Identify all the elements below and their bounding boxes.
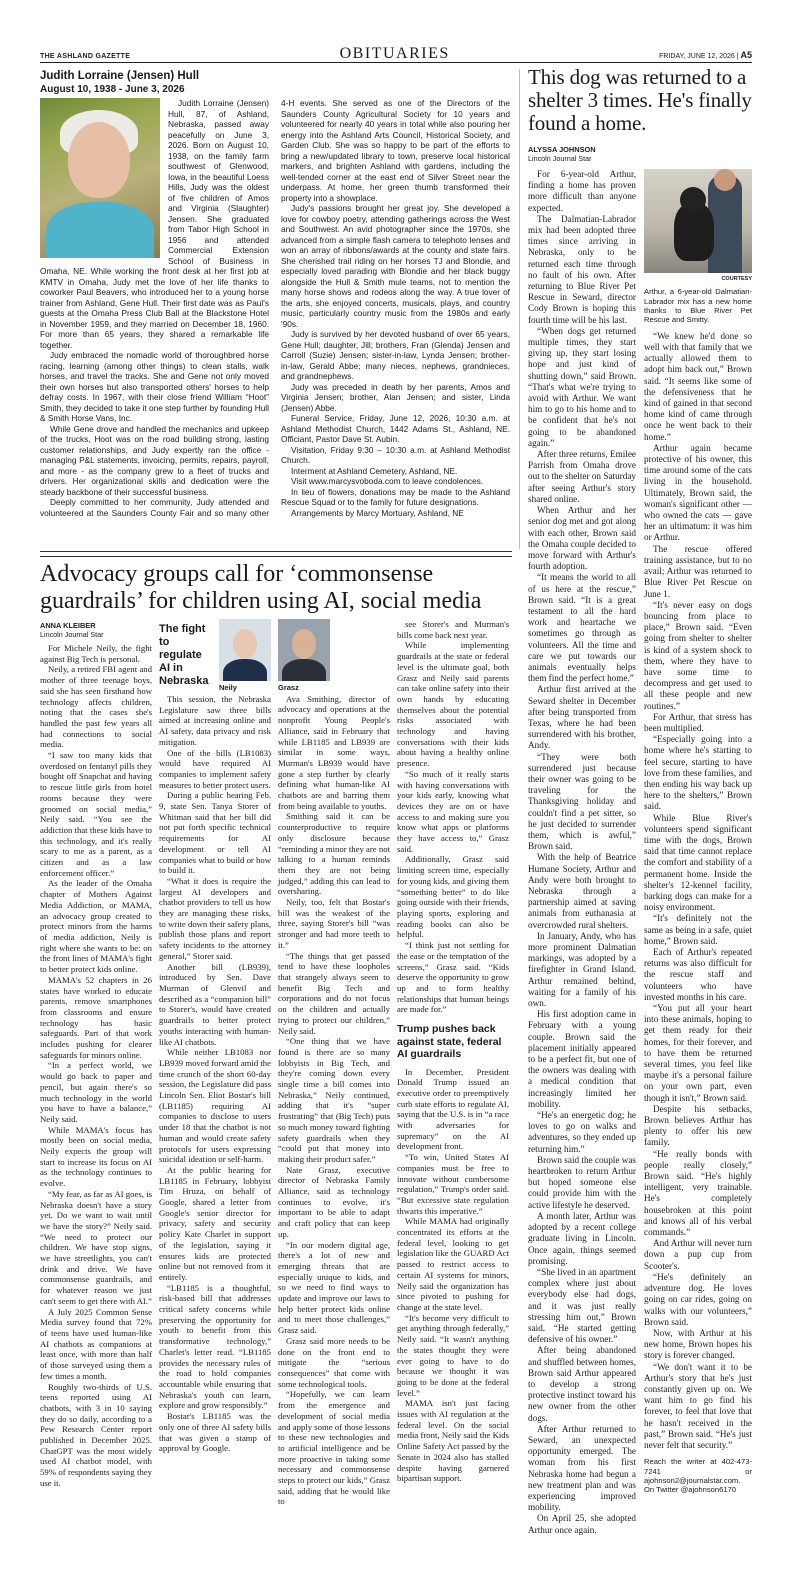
paragraph: “She lived in an apartment complex where just about everybody else had dogs, and it was just really stressing him out,” Brown said. “He started getting defensive of his owner.” [528,1266,636,1345]
paragraph: “We knew he'd done so well with that family that we actually allowed them to adopt him back out,” Brown said. “It seems like some of the defensiveness that he kind of gained in that second home kind of came through once he went back to their home.” [644,330,752,442]
advocacy-column-2-text [159,694,271,1454]
paragraph: Roughly two-thirds of U.S. teens reported using AI chatbots, with 3 in 10 saying they do so daily, according to a Pew Research Center report published in December 2025. ChatGPT was the most widely used AI chatbot model, with 59% of respondents saying they use it. [40,1381,152,1488]
advocacy-column-4-text-b [397,1067,509,1484]
obituary [40,69,510,547]
advocacy-headline: Advocacy groups call for ‘commonsense guardrails’ for children using AI, social media [40,561,482,614]
paragraph: “You put all your heart into these animals, hoping to get them ready for their homes, for their forever, and to have them be returned several times, you feel like maybe it's a personal failure on your own part, even though it isn't,” Brown said. [644,1003,752,1103]
paragraph: As the leader of the Omaha chapter of Mothers Against Media Addiction, or MAMA, an advocacy group created to protect minors from the harms of media addiction, Neily is right where she wants to be: on the front lines of MAMA's fight to better protect kids online. [40,878,152,975]
photo-dog-head [680,187,706,213]
paragraph: While Blue River's volunteers spend significant time with the dogs, Brown said that time cannot replace the comfort and stability of a permanent home. Inside the shelter's 12-kennel facility, barking dogs can make for a noisy environment. [644,812,752,913]
advocacy-story [40,561,514,1541]
arthur-photo [644,169,752,273]
paragraph: Visitation, Friday 9:30 – 10:30 a.m. at Ashland Methodist Church. [281,444,510,465]
paragraph: “I think just not settling for the ease or the temptation of the screens,” Grasz said. “Kids deserve the opportunity to grow up and to form healthy relationships that human beings are made for.” [397,940,509,1015]
paragraph: Nate Grasz, executive director of Nebraska Family Alliance, said as technology continues to evolve, it's important to be able to adapt and craft policy that can keep up. [278,1164,390,1239]
paragraph: “When dogs get returned multiple times, they start giving up, they start losing hope and just kind of shutting down,” said Brown. “That's what we're trying to avoid with Arthur. We want him to go to his home and to be confident that he's not going to be abandoned again.” [528,325,636,448]
neily-mugshot [219,619,271,681]
advocacy-column-4-text-a [397,619,509,1015]
paragraph: Each of Arthur's repeated returns was also difficult for the rescue staff and volunteers who have invested months in his care. [644,947,752,1002]
paragraph: In December, President Donald Trump issued an executive order to preemptively curb state efforts to regulate AI, saying that the U.S. is in “a race with adversaries for supremacy” on the AI development front. [397,1066,509,1152]
portrait-face [68,122,130,198]
grasz-mugshot [278,619,330,681]
advocacy-column-1-text [40,643,152,1489]
byline-name: ANNA KLEIBER [40,621,96,630]
dog-story-column-2 [644,169,752,1536]
paragraph: see Storer's and Murman's bills come back next year. [397,619,509,640]
paragraph: Funeral Service, Friday, June 12, 2026, 10:30 a.m. at Ashland Methodist Church, 1442 Adams St., Ashland, NE. Officiant, Pastor Dave St. Aubin. [281,413,510,444]
paragraph: “So much of it really starts with having conversations with your kids early, knowing what devices they are on or have access to and making sure you know what apps or platforms they have access to,” Grasz said. [397,768,509,854]
paragraph: The Dalmatian-Labrador mix had been adopted three times since arriving in Nebraska, only to be returned each time through no fault of his own. After returning to Blue River Pet Rescue in Seward, director Cody Brown is hoping this fourth time will be his last. [528,213,636,325]
paragraph: With the help of Beatrice Humane Society, Arthur and Andy were both brought to Nebraska through a partnership aimed at saving animals from euthanasia at overcrowded rural shelters. [528,852,636,930]
advocacy-columns [40,619,514,1507]
paragraph: A month later, Arthur was adopted by a recent college graduate living in Lincoln. Once again, things seemed promising. [528,1210,636,1266]
dog-story [528,66,752,1536]
paragraph: Ava Smithing, director of advocacy and operations at the nonprofit Young People's Alliance, said in February that while LB1185 and LB939 are similar in some ways, Murman's LB939 would have gone a step further by clearly defining what human-like AI chatbots are and barring them from being available to youths. [278,693,390,811]
paragraph: Arrangements by Marcy Mortuary, Ashland, NE [291,507,464,518]
byline-org: Lincoln Journal Star [528,154,592,163]
subhead-trump: Trump pushes back against state, federal AI guardrails [397,1023,502,1061]
mugshot-shirt [223,659,267,681]
paragraph: This session, the Nebraska Legislature saw three bills aimed at increasing online and AI safety, data privacy and risk mitigation. [159,694,271,747]
paragraph: Smithing said it can be counterproductive to require only disclosure because “reminding a minor they are not talking to a human reminds them they are not being judged,” adding this can lead to oversharing. [278,811,390,897]
dog-story-column-2-text [644,331,752,1451]
paragraph: After three returns, Emilee Parrish from Omaha drove out to the shelter on Saturday after seeing Arthur's story shared online. [528,449,636,504]
paragraph: While implementing guardrails at the state or federal level is the ultimate goal, both Grasz and Neily said parents can take online safety into their own hands by educating themselves about the potential risks associated with technology and having conversations with their kids about having a healthy online presence. [397,640,509,769]
paragraph: When Arthur and her senior dog met and got along with each other, Brown said the Omaha couple decided to move forward with Arthur's fourth adoption. [528,505,636,572]
paragraph: Deeply committed to her community, Judy attended and volunteered at the Saunders County Fair and so many other 4-H events. She served as one of the Directors of the Saunders County Agricultural Society for 10 years and volunteered for nearly 40 years in total while also pouring her energy into the Ashland Arts Council, Historical Society, and Garden Club. She was so happy to be part of the efforts to bring a new/updated library to town, preserve local historical markers, and brighten Ashland with gardens, including the well-tended corner at the east end of Silver Street near the underpass. At home, her green thumb transformed their property into a showplace. [40,98,510,518]
advocacy-column-2 [159,619,271,1507]
byline-org: Lincoln Journal Star [40,630,104,639]
paragraph: “They were both surrendered just because their owner was going to be traveling for the Thanksgiving holiday and couldn't find a pet sitter, so he just decided to surrender them, which is awful,” Brown said. [528,751,636,852]
byline-name: ALYSSA JOHNSON [528,145,596,154]
paragraph: Judy embraced the nomadic world of thoroughbred horse racing, learning (among other things) to clean stalls, walk horses, and travel the tracks. She and Gene not only moved their own horses but also transported others' horses to help defray costs. In 1967, with their close friend William “Hoot” Smith, they decided to take it one step further by founding Hull & Smith Horse Vans, Inc. [40,350,269,423]
neily-mugshot-wrap [219,619,271,694]
paragraph: MAMA isn't just facing issues with AI regulation at the federal level. On the social media front, Neily said the Kids Online Safety Act passed by the Senate in 2024 also has stalled despite having garnered bipartisan support. [397,1398,509,1484]
paragraph: For Michele Neily, the fight against Big Tech is personal. [40,643,152,664]
column-divider [519,69,520,549]
neily-caption: Neily [219,683,237,692]
paragraph: Neily, too, felt that Bostar's bill was the weakest of the three, saying Storer's bill “was stronger and had more teeth to it.” [278,897,390,950]
paragraph: For 6-year-old Arthur, finding a home has proven more difficult than anyone expected. [528,169,636,213]
paragraph: “What it does is require the largest AI developers and chatbot providers to tell us how they are managing these risks, to write down their safety plans, publish those plans and report safety incidents to the attorney general,” Storer said. [159,875,271,961]
paragraph: Additionally, Grasz said limiting screen time, especially for young kids, and giving them “something better” to do like going outside with their friends, playing sports, exploring and reading books can also be helpful. [397,854,509,940]
paragraph: MAMA's 52 chapters in 26 states have worked to educate parents, remove smartphones from classrooms and ensure technology has basic safeguards. Part of that work includes pushing for clearer safeguards for minors online. [40,974,152,1060]
paragraph: During a public hearing Feb. 9, state Sen. Tanya Storer of Whitman said that her bill did not put forth specific technical requirements for AI development or tell AI companies what to build or how to build it. [159,790,271,876]
paragraph: In January, Andy, who has more prominent Dalmatian markings, was adopted by a firefighter in Grand Island. Arthur remained behind, waiting for a family of his own. [528,930,636,1009]
paragraph: In lieu of flowers, donations may be made to the Ashland Rescue Squad or to the family for future designations. [281,486,510,507]
paragraph: “Hopefully, we can learn from the emergence and development of social media and apply some of those lessons to these new technologies and to artificial intelligence and be more proactive in taking some necessary and commonsense steps to protect our kids,” Grasz said, adding that he would like to [278,1389,390,1507]
paragraph: “We don't want it to be Arthur's story that he's just constantly given up on. We want him to go find his forever, to feel that love that he hasn't received in the past,” Brown said. “He's just never felt that security.” [644,1361,752,1450]
advocacy-column-3-text [278,694,390,1507]
publication-name: THE ASHLAND GAZETTE [40,53,131,60]
paragraph: “It means the world to all of us here at the rescue,” Brown said. “It is a great testament to all the hard work and heartache we sometimes go through as volunteers. All the time and care we put towards our animals eventually helps them find the perfect home.” [528,572,636,684]
issue-date: FRIDAY, JUNE 12, 2026 | A5 [659,50,752,60]
dog-story-columns [528,169,752,1536]
paragraph: Visit www.marcysvoboda.com to leave condolences. [291,476,484,486]
paragraph: “In a perfect world, we would go back to paper and pencil, but again there's so much technology in the world you have to have a balance,” Neily said. [40,1060,152,1124]
paragraph: Despite his setbacks, Brown believes Arthur has plenty to offer his new family. [644,1103,752,1148]
dog-story-headline: This dog was returned to a shelter 3 times. He's finally found a home. [528,65,752,135]
paragraph: Brown said the couple was heartbroken to return Arthur but hoped someone else could provide him with the active lifestyle he deserved. [528,1154,636,1210]
issue-date-text: FRIDAY, JUNE 12, 2026 [659,53,735,60]
paragraph: Another bill (LB939), introduced by Sen. Dave Murman of Glenvil and described as a “companion bill” to Storer's, would have created guardrails to better protect youths interacting with human-like AI chatbots. [159,961,271,1047]
paragraph: While Gene drove and handled the mechanics and upkeep of the trucks, Hoot was on the road building strong, lasting customer relationships, and Judy expertly ran the office - managing P&L statements, invoicing, permits, repairs, payroll, and more - as the company grew to a fleet of trucks and drivers. Her organizational skills and dedication were the steady backbone of their successful business. [40,423,269,497]
advocacy-column-4 [397,619,509,1507]
dog-story-column-1 [528,169,636,1536]
paragraph: “In our modern digital age, there's a lot of new and emerging threats that are especially unique to kids, and so we need to find ways to update and improve our laws to help better protect kids online and to meet those challenges,” Grasz said. [278,1239,390,1336]
section-divider [40,551,512,557]
mugshot-face [233,629,257,659]
paragraph: And Arthur will never turn down a pup cup from Scooter's. [644,1238,752,1271]
paragraph: At the public hearing for LB1185 in February, lobbyist Tim Hruza, on behalf of Google, shared a letter from Google's senior director for privacy, safety and security policy Kate Charlet in support of the legislation, saying it ensures kids are protected online but not removed from it entirely. [159,1164,271,1282]
paragraph: Neily, a retired FBI agent and mother of three teenage boys, said she has seen firsthand how technology affects children, noting that the cases she's handled the past few years all had connections to social media. [40,664,152,750]
dog-story-byline [528,145,752,163]
obituary-dates: August 10, 1938 - June 3, 2026 [40,84,185,95]
paragraph: Interment at Ashland Cemetery, Ashland, NE. [291,465,458,476]
paragraph: For Arthur, that stress has been multiplied. [644,711,752,733]
writer-contact: Reach the writer at 402-473-7241 or ajohnson2@journalstar.com. On Twitter @ajohnson6170 [644,1457,752,1495]
advocacy-column-1 [40,619,152,1507]
paragraph: “It's become very difficult to get anything through federally,” Neily said. “It wasn't anything the states thought they were ever going to have to do because we thought it was going to be done at the federal level.” [397,1312,509,1398]
paragraph: On April 25, she adopted Arthur once again. [528,1513,636,1535]
paragraph: While neither LB1083 nor LB939 moved forward amid the time crunch of the short 60-day session, the Legislature did pass Lincoln Sen. Eliot Bostar's bill (LB1185) requiring AI companies to disclose to users under 18 that the chatbot is not human and would create safety protocols for users expressing suicidal ideation or self-harm. [159,1047,271,1165]
paragraph: “To win, United States AI companies must be free to innovate without cumbersome regulation,” Trump's order said. “But excessive state regulation thwarts this imperative.” [397,1152,509,1216]
paragraph: Judy was preceded in death by her parents, Amos and Virginia Jensen; brother, Alan Jensen; and sister, Linda (Jensen) Abbe. [281,381,510,413]
section-title: OBITUARIES [339,45,450,62]
photo-caption: Arthur, a 6-year-old Dalmatian-Labrador mix has a new home thanks to Blue River Pet Rescue and Smitty. [644,287,752,325]
paragraph: While MAMA's focus has mostly been on social media, Neily expects the group will start to increase its focus on AI as the technology continues to evolve. [40,1124,152,1189]
obituary-name: Judith Lorraine (Jensen) Hull [40,70,200,82]
paragraph: His first adoption came in February with a young couple. Brown said the placement initially appeared to be a perfect fit, but one of the owners was dealing with a medical condition that increasingly limited her mobility. [528,1009,636,1109]
grasz-caption: Grasz [278,683,299,692]
advocacy-byline [40,621,152,639]
paragraph: Now, with Arthur at his new home, Brown hopes his story is forever changed. [644,1327,752,1361]
paragraph: Judith Lorraine (Jensen) Hull, 87, of Ashland, Nebraska, passed away peacefully on June 3, 2026. Born on August 10, 1938, on the family farm southwest of Glenwood, Iowa, in the beautiful Loess Hills, Judy was the oldest of five children of Amos and Virginia (Slaughter) Jensen. She graduated from Tabor High School in 1956 and attended Commercial Extension School of Business in Omaha, NE. While working the front desk at her first job at KMTV in Omaha, Judy met the love of her life thanks to coworker Paul Beavers, who introduced her to a young horse trainer from Ashland, Gene Hull. Their first date was as Paul's guests at the Omaha Press Club Ball at the Blackstone Hotel in November 1959, and they married on December 18, 1960. For more than 65 years, they shared a remarkable life together. [40,98,269,350]
mugshot-shirt [282,659,326,681]
paragraph: Bostar's LB1185 was the only one of three AI safety bills that was given a stamp of approval by Google. [159,1411,271,1454]
paragraph: Grasz said more needs to be done on the front end to mitigate the “serious consequences” that come with some technological tools. [278,1335,390,1389]
paragraph: Arthur first arrived at the Seward shelter in December after being transported from Texas, where he had been surrendered with his brother, Andy. [528,684,636,751]
paragraph: Judy is survived by her devoted husband of over 65 years, Gene Hull; daughter, Jill; brothers, Fran (Glenda) Jensen and Carroll (Suzie) Jensen; sister-in-law, Lynda Jensen; brother-in-law, Gerald Abbe; many nieces, nephews, grandnieces, and grandnephews. [281,329,510,381]
advocacy-column-3 [278,619,390,1507]
photo-credit: COURTESY [721,276,752,282]
masthead [40,44,752,63]
paragraph: A July 2025 Common Sense Media survey found that 72% of teens have used human-like AI chatbots as companions at least once, with more than half of those surveyed using them a few times a month. [40,1306,152,1381]
paragraph: After being abandoned and shuffled between homes, Brown said Arthur appeared to develop a strong protective instinct toward his new owner from the other dogs. [528,1345,636,1423]
paragraph: “My fear, as far as AI goes, is Nebraska doesn't have a story yet. Do we want to wait until we have the story?” Neily said. “We need to protect our children. We have stop signs, we have streetlights, you can't drink and drive. We have commonsense guardrails, and for whatever reason we just can't seem to get there with AI.” [40,1188,152,1306]
obituary-body [40,98,510,518]
paragraph: Arthur again became protective of his owner, this time around some of the cats living in the household. Ultimately, Brown said, the woman's significant other — who owned the cats — gave her an ultimatum: it was him or Arthur. [644,442,752,543]
paragraph: The rescue offered training assistance, but to no avail; Arthur was returned to Blue River Pet Rescue on June 1. [644,543,752,599]
paragraph: After Arthur returned to Seward, an unexpected opportunity emerged. The woman from his first Nebraska home had begun a new treatment plan and was experiencing improved mobility. [528,1423,636,1513]
paragraph: Judy's passions brought her great joy. She developed a love for cowboy poetry, attending gatherings across the West and Southwest. An avid photographer since the 1970s, she advanced from a simple flash camera to telephoto lenses and won an array of ribbons/awards at the county and state fairs. She cherished trail riding on her horses TJ and Blondie, and especially loved parading with Blondie and her black buggy alongside the Hull & Smith mule teams, not to mention the many horse shows and rodeos along the way. A true lover of the arts, she enjoyed concerts, musicals, plays, and country music, particularly country music from the 1980s and early '90s. [281,203,510,329]
paragraph: “It's definitely not the same as being in a safe, quiet home,” Brown said. [644,913,752,946]
obituary-portrait [40,98,160,258]
paragraph: “He's definitely an adventure dog. He loves going on car rides, going on walks with our volunteers,” Brown said. [644,1271,752,1327]
paragraph: “Especially going into a home where he's starting to feel secure, starting to have love from these families, and then ending his way back up here to the shelters,” Brown said. [644,734,752,812]
paragraph: “One thing that we have found is there are so many lobbyists in Big Tech, and they're coming down every single time a bill comes into Nebraska,” Neily continued, adding that it's “super frustrating” that (Big Tech) puts so much money toward fighting safety guardrails when they “could put that money into making their product safer.” [278,1036,390,1164]
subhead-ai-nebraska: The fight to regulate AI in Nebraska [159,623,209,687]
paragraph: “The things that get passed tend to have these loopholes that strangely always seem to benefit Big Tech and corporations and do not focus on the children and actually trying to protect our children,” Neily said. [278,950,390,1036]
paragraph: “I saw too many kids that overdosed on fentanyl pills they bought off Snapchat and having to rescue little girls from hotel rooms because they were groomed on social media,” Neily said. “You see the addiction that these kids have to this technology, and it's really scary to me as a parent, as a citizen and as a law enforcement officer.” [40,750,152,878]
paragraph: While MAMA had originally concentrated its efforts at the federal level, looking to get legislation like the GUARD Act passed to restrict access to certain AI systems for minors, Neily said the organization has since pivoted to pushing for change at the state level. [397,1216,509,1312]
paragraph: “He's an energetic dog; he loves to go on walks and adventures, so they ended up returning him.” [528,1110,636,1154]
mugshot-face [292,629,316,659]
paragraph: “It's never easy on dogs bouncing from place to place,” Brown said. “Even going from shelter to shelter is kind of a system shock to them, where they have to have some time to decompress and get used to all these people and new routines.” [644,599,752,711]
photo-person-head [714,169,736,191]
page-number: A5 [740,50,752,60]
paragraph: “LB1185 is a thoughtful, risk-based bill that addresses critical safety concerns while preserving the opportunity for youth to benefit from this transformative technology,” Charlet's letter read. “LB1185 provides the necessary rules of the road to hold companies accountable while ensuring that Nebraska's youth can learn, explore and grow responsibly.” [159,1282,271,1411]
paragraph: “He really bonds with people really closely,” Brown said. “He's highly intelligent, very trainable. He's completely housebroken at this point and knows all of his verbal commands.” [644,1148,752,1238]
portrait-shirt [46,202,154,258]
grasz-mugshot-wrap [278,619,330,694]
paragraph: One of the bills (LB1083) would have required AI companies to implement safety measures to better protect users. [159,747,271,790]
